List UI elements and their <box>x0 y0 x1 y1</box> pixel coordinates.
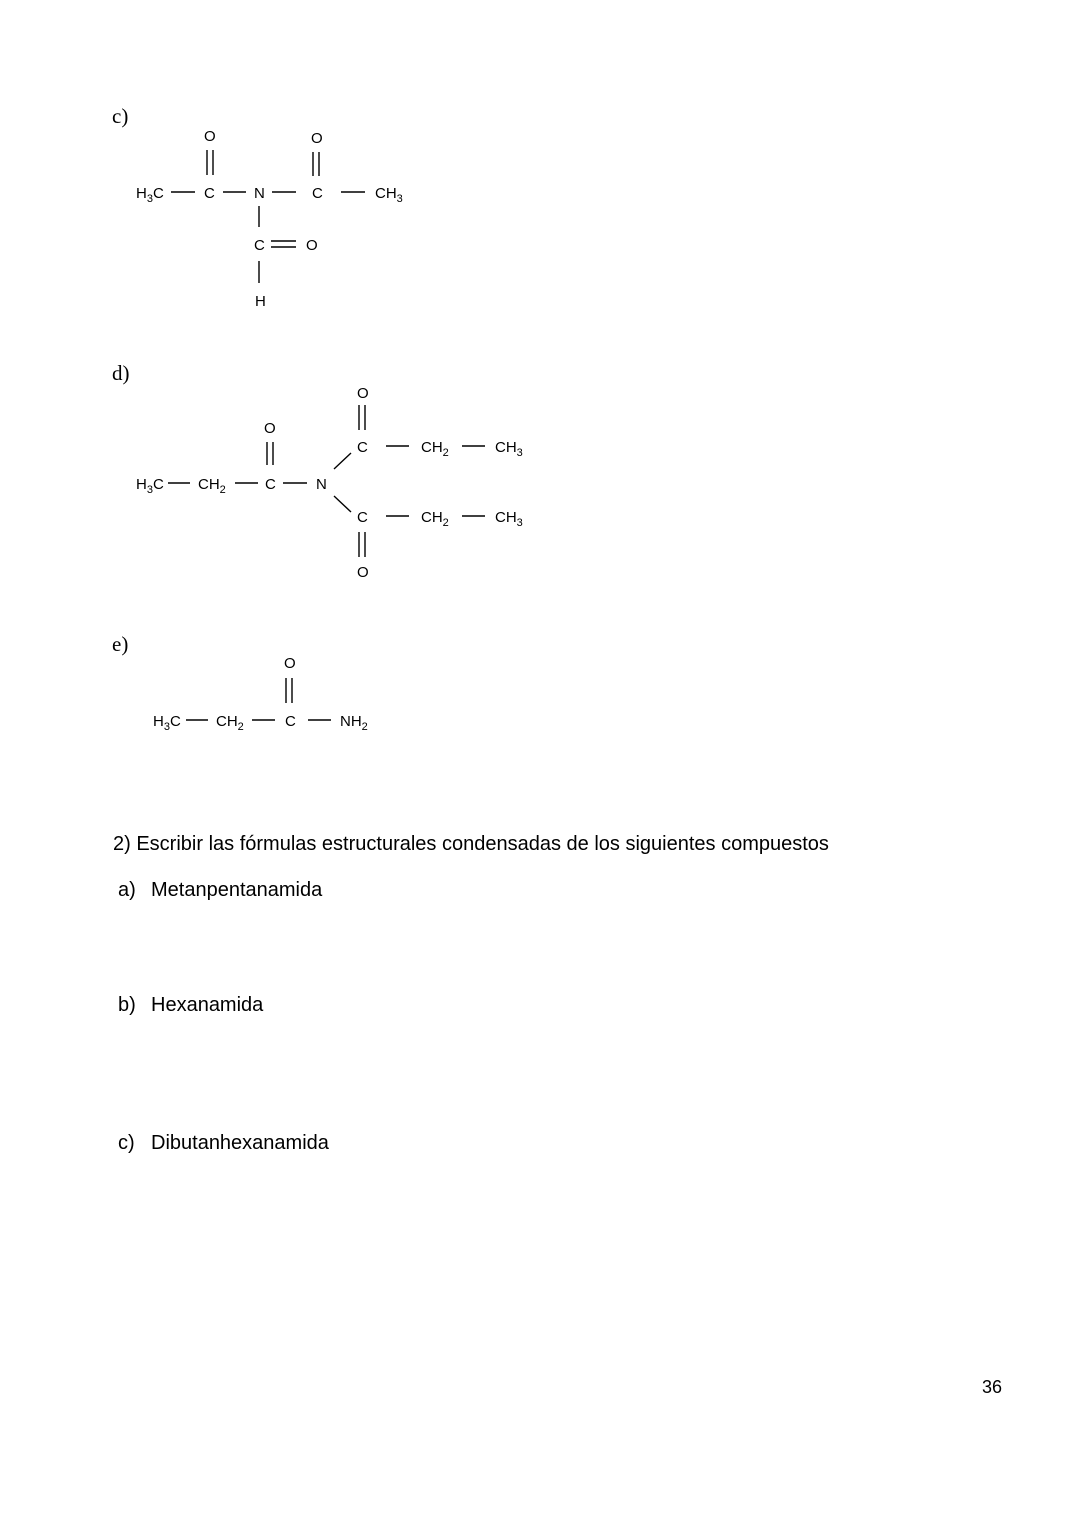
atom-ch2a: $CH_2$ <box>198 476 226 496</box>
atom-ch3l: $CH_3$ <box>495 509 523 529</box>
atom-cl: C <box>357 509 368 526</box>
atom-c1: C <box>265 476 276 493</box>
atom-h: H <box>255 293 266 310</box>
atom-o3: O <box>306 237 318 254</box>
atom-c3: C <box>254 237 265 254</box>
atom-ch2u: $CH_2$ <box>421 439 449 459</box>
list-item-text: Hexanamida <box>151 994 264 1016</box>
list-item-text: Dibutanhexanamida <box>151 1132 329 1154</box>
atom-c2: C <box>312 185 323 202</box>
atom-o2: O <box>311 130 323 147</box>
list-item <box>118 994 263 1017</box>
atom-h3c: $H_3C$ <box>153 713 181 733</box>
atom-n: N <box>316 476 327 493</box>
list-item <box>118 1132 329 1155</box>
question-title: 2) Escribir las fórmulas estructurales condensadas de los siguientes compuestos <box>113 833 829 855</box>
list-item-text: Metanpentanamida <box>151 879 323 901</box>
atom-o1: O <box>204 128 216 145</box>
structure-d-label: d) <box>112 361 130 385</box>
atom-ol: O <box>357 564 369 581</box>
structure-e-label: e) <box>112 632 129 656</box>
atom-c1: C <box>204 185 215 202</box>
atom-ch3u: $CH_3$ <box>495 439 523 459</box>
atom-ch2l: $CH_2$ <box>421 509 449 529</box>
list-item-letter: c) <box>118 1132 135 1154</box>
atom-ou: O <box>357 385 369 402</box>
atom-o1: O <box>264 420 276 437</box>
atom-o: O <box>284 655 296 672</box>
atom-nh2: $NH_2$ <box>340 713 368 733</box>
atom-h3c: $H_3C$ <box>136 185 164 205</box>
list-item-letter: b) <box>118 994 136 1016</box>
list-item-letter: a) <box>118 879 136 901</box>
atom-cu: C <box>357 439 368 456</box>
list-item <box>118 879 322 902</box>
atom-n: N <box>254 185 265 202</box>
page-number: 36 <box>982 1377 1003 1397</box>
structure-c-label: c) <box>112 104 129 128</box>
atom-c: C <box>285 713 296 730</box>
atom-h3c: $H_3C$ <box>136 476 164 496</box>
atom-ch2: $CH_2$ <box>216 713 244 733</box>
atom-ch3: $CH_3$ <box>375 185 403 205</box>
